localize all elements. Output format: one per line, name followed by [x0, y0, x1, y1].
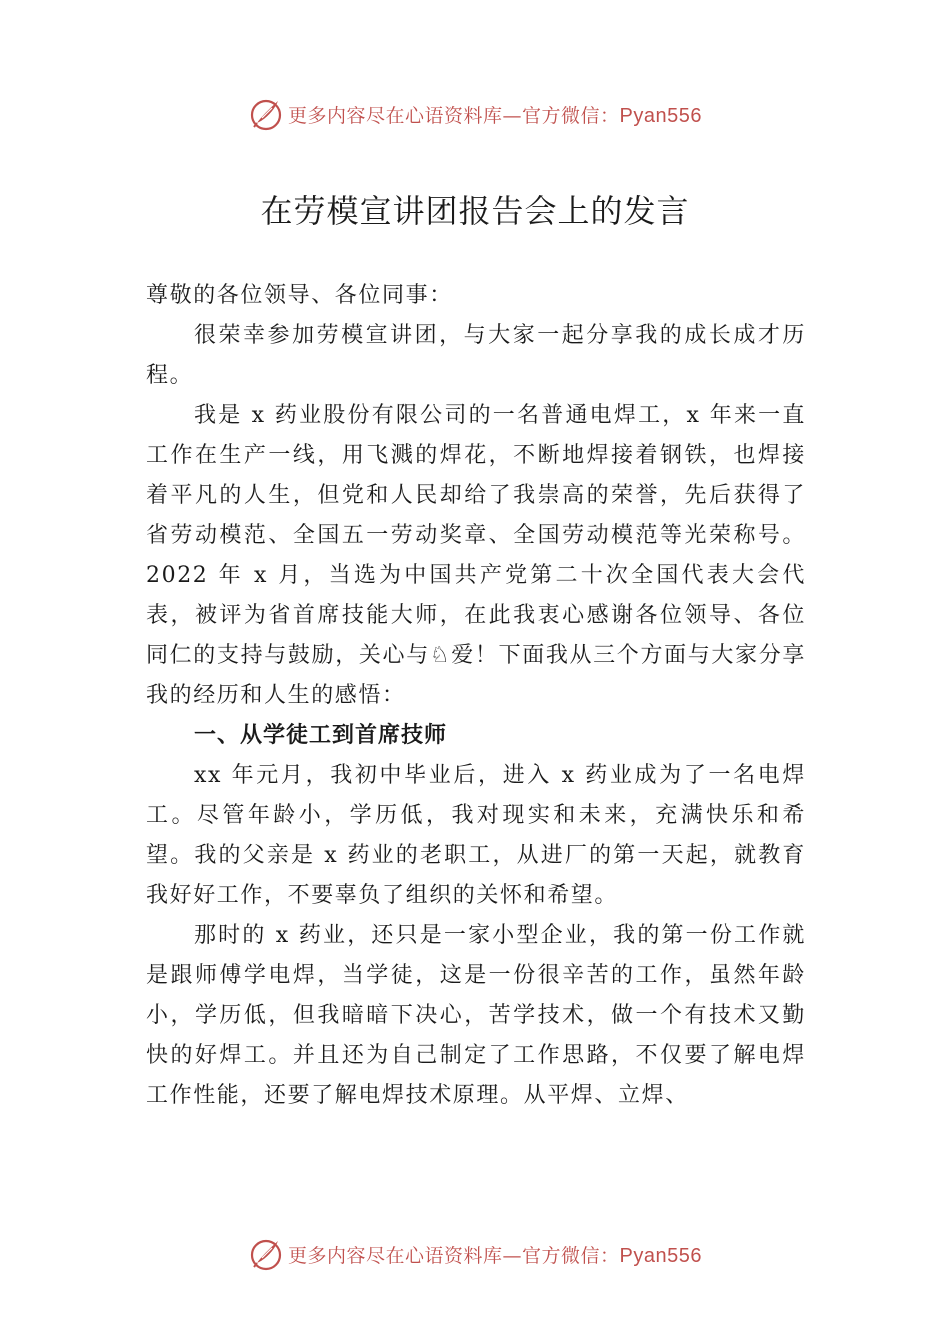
paragraph: 很荣幸参加劳模宣讲团，与大家一起分享我的成长成才历程。: [146, 323, 806, 388]
paragraph: 我是 x 药业股份有限公司的一名普通电焊工，x 年来一直工作在生产一线，用飞溅的焊花，不断地焊接着钢铁，也焊接着平凡的人生，但党和人民却给了我崇高的荣誉，先后获得了省劳动模范、全国五一劳动奖章、全国劳动模范等光荣称号。2022 年 x 月，当选为中国共产党第二十次全国代表大会代表，被评为省首席技能大师，在此我衷心感谢各位领导、各位同仁的支持与鼓励，关心与♘爱！下面我从三个方面与大家分享我的经历和人生的感悟：: [146, 403, 806, 708]
quill-pen-logo-icon: [248, 1236, 284, 1272]
quill-pen-logo-icon: [248, 96, 284, 132]
salutation: 尊敬的各位领导、各位同事：: [146, 283, 453, 308]
footer-watermark: [0, 1234, 950, 1274]
section-heading: 一、从学徒工到首席技师: [194, 723, 448, 748]
document-title: 在劳模宣讲团报告会上的发言: [260, 192, 690, 230]
paragraph: 那时的 x 药业，还只是一家小型企业，我的第一份工作就是跟师傅学电焊，当学徒，这是一份很辛苦的工作，虽然年龄小，学历低，但我暗暗下决心，苦学技术，做一个有技术又勤快的好焊工。并且还为自己制定了工作思路，不仅要了解电焊工作性能，还要了解电焊技术原理。从平焊、立焊、: [146, 923, 806, 1108]
paragraph: xx 年元月，我初中毕业后，进入 x 药业成为了一名电焊工。尽管年龄小，学历低，我对现实和未来，充满快乐和希望。我的父亲是 x 药业的老职工，从进厂的第一天起，就教育我好好工作，不要辜负了组织的关怀和希望。: [146, 763, 806, 908]
watermark-text: 更多内容尽在心语资料库—官方微信：Pyan556: [288, 1244, 702, 1267]
watermark-text: 更多内容尽在心语资料库—官方微信：Pyan556: [288, 104, 702, 127]
header-watermark: [0, 94, 950, 134]
document-body: [146, 276, 806, 1116]
